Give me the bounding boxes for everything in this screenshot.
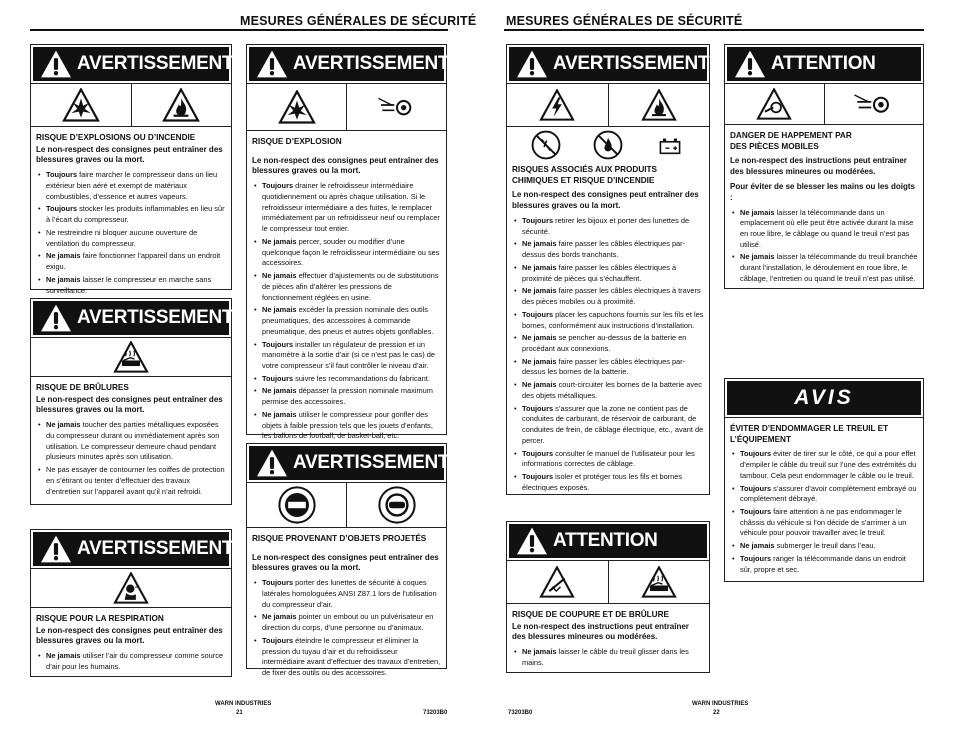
- list-item-keyword: Ne jamais: [740, 541, 775, 551]
- list-item-keyword: Toujours: [262, 578, 294, 588]
- list-item-keyword: Ne jamais: [522, 286, 557, 296]
- panel-warning-text: Le non-respect des instructions peut entraîner des blessures mineures ou modérées.: [512, 621, 689, 642]
- list-item-keyword: Toujours: [262, 181, 294, 191]
- hazard-icons: [31, 83, 231, 127]
- list-item: [46, 204, 226, 225]
- warning-triangle-icon: [39, 534, 73, 564]
- list-item-keyword: Toujours: [522, 448, 554, 458]
- list-item-keyword: Ne jamais: [740, 207, 775, 217]
- warning-banner: AVERTISSEMENT: [33, 532, 229, 566]
- list-item-keyword: Ne jamais: [522, 647, 557, 657]
- winch-drum-hand-icon: [853, 88, 895, 120]
- instruction-list: [730, 208, 918, 285]
- list-item-text: installer un régulateur de pression et un manomètre à la sortie d’air (si ce n’est pas le cas) de votre compresseur s’il faut contrôler le niveau d’air.: [262, 339, 435, 370]
- hazard-icons: [507, 83, 709, 127]
- warning-banner: AVERTISSEMENT: [249, 446, 444, 480]
- list-item-keyword: Toujours: [740, 483, 772, 493]
- right-page-header: MESURES GÉNÉRALES DE SÉCURITÉ: [506, 14, 743, 28]
- warning-triangle-icon: [39, 303, 73, 333]
- panel-title: RISQUE DE COUPURE ET DE BRÛLURE: [512, 610, 669, 619]
- list-item-text: retirer les bijoux et porter des lunettes de sécurité.: [522, 215, 690, 236]
- list-item-keyword: Ne jamais: [46, 274, 81, 284]
- list-item-keyword: Ne jamais: [740, 252, 775, 262]
- breathing-hazard-icon: [113, 572, 149, 604]
- list-item-text: dépasser la pression nominale maximum permise des accessoires.: [262, 386, 433, 407]
- list-item-text: consulter le manuel de l’utilisateur pour les informations correctes de câblage.: [522, 448, 695, 469]
- list-item: [46, 275, 226, 296]
- notice-banner: AVIS: [727, 381, 921, 415]
- list-item-text: porter des lunettes de sécurité à coques latérales homologuées ANSI Z87.1 lors de l’utilisation du compresseur d’air.: [262, 578, 437, 609]
- list-item-keyword: Ne jamais: [522, 262, 557, 272]
- instruction-list: [252, 578, 441, 679]
- list-item: [262, 636, 441, 679]
- panel-title: RISQUE D’EXPLOSION: [252, 137, 342, 146]
- warning-banner: AVERTISSEMENT: [33, 47, 229, 81]
- list-item-keyword: Ne jamais: [522, 333, 557, 343]
- hazard-icons: [247, 482, 446, 528]
- warning-banner: AVERTISSEMENT: [33, 301, 229, 335]
- hazard-icons: [31, 568, 231, 608]
- list-item-text: court-circuiter les bornes de la batterie avec des objets métalliques.: [522, 380, 702, 400]
- list-item-text: toucher des parties métalliques exposées du compresseur durant ou immédiatement après son utilisation. Le compresseur demeure chaud pendant plusieurs minutes après son utilisation.: [46, 420, 220, 462]
- list-item-text: excéder la pression nominale des outils pneumatiques, des accessoires à commande pneumatique, des pneus et autres objets gonflables.: [262, 305, 434, 336]
- warning-banner: AVERTISSEMENT: [249, 47, 444, 81]
- instruction-list: [512, 647, 704, 668]
- instruction-list: [36, 420, 226, 497]
- list-item-keyword: Ne jamais: [262, 386, 297, 396]
- list-item-keyword: Ne jamais: [46, 420, 81, 430]
- list-item: [740, 252, 918, 284]
- list-item-keyword: Ne jamais: [46, 251, 81, 261]
- explosion-hazard-icon: [278, 90, 316, 124]
- list-item-keyword: Ne jamais: [262, 612, 297, 622]
- warning-triangle-icon: [733, 49, 767, 79]
- list-item-keyword: Ne jamais: [522, 239, 557, 249]
- list-item-text: ranger la télécommande dans un endroit sûr, propre et sec.: [740, 553, 906, 574]
- list-item: [46, 420, 226, 463]
- hazard-icons: [725, 83, 923, 125]
- list-item: [740, 208, 918, 251]
- instruction-list: [730, 449, 918, 575]
- list-item: [262, 271, 441, 303]
- face-mask-icon: [277, 485, 317, 525]
- list-item: [522, 216, 704, 237]
- list-item: [740, 541, 918, 552]
- panel-title: RISQUE POUR LA RESPIRATION: [36, 614, 164, 623]
- list-item-keyword: Toujours: [522, 215, 554, 225]
- left-page-header: MESURES GÉNÉRALES DE SÉCURITÉ: [240, 14, 477, 28]
- list-item: [262, 237, 441, 269]
- list-item-text: éviter de tirer sur le côté, ce qui a pour effet d’empiler le câble du treuil sur l’une des extrémités du tambour. Cela peut endommager le câble ou le treuil.: [740, 449, 917, 480]
- list-item-text: drainer le refroidisseur intermédiaire quotidiennement ou après chaque utilisation. Si le refroidisseur intermédiaire a des fuites, le remplacer immédiatement par un refroidisseur neuf ou remplacer le compresseur tout entier.: [262, 181, 440, 234]
- list-item-text: se pencher au-dessus de la batterie en procédant aux connexions.: [522, 333, 687, 353]
- panel-warning-subtext: Pour éviter de se blesser les mains ou les doigts :: [730, 181, 915, 202]
- list-item-text: suivre les recommandations du fabricant.: [293, 373, 430, 383]
- list-item-keyword: Toujours: [740, 506, 772, 516]
- list-item: [262, 612, 441, 633]
- list-item-text: s’assurer d’avoir complètement embrayé ou complètement débrayé.: [740, 483, 917, 504]
- list-item-keyword: Ne jamais: [522, 380, 557, 390]
- instruction-list: [36, 651, 226, 672]
- left-header-rule: [30, 29, 448, 31]
- cut-hazard-icon: [539, 566, 575, 598]
- left-footer-doc-code: 73203B0: [423, 710, 448, 716]
- list-item-keyword: Toujours: [740, 449, 772, 459]
- list-item-keyword: Toujours: [262, 339, 294, 349]
- list-item-text: faire marcher le compresseur dans un lieu extérieur bien aéré et exempt de matériaux combustibles, d’essence et autres vapeurs.: [46, 170, 218, 201]
- list-item: [740, 507, 918, 539]
- list-item-text: faire passer les câbles électriques par-dessus des bords tranchants.: [522, 239, 686, 260]
- warning-panel-burns: [30, 298, 232, 505]
- list-item-text: laisser le compresseur en marche sans surveillance.: [46, 274, 212, 295]
- list-item-keyword: Ne jamais: [262, 305, 297, 315]
- list-item-text: faire passer les câbles électriques à proximité de pièces qui s’échauffent.: [522, 262, 677, 283]
- shock-hazard-icon: [539, 89, 575, 121]
- pinch-hazard-icon: [756, 88, 792, 120]
- left-footer-page-number: 21: [236, 710, 243, 716]
- right-footer-page-number: 22: [713, 710, 720, 716]
- notice-panel-equipment: [724, 378, 924, 582]
- list-item-text: laisser la télécommande dans un emplacement où elle peut être activée durant la mise en roue libre, le câblage ou quand le treuil n’est pas utilisé.: [740, 207, 914, 249]
- list-item-text: isoler et protéger tous les fils et bornes électriques exposés.: [522, 472, 683, 492]
- list-item: [46, 251, 226, 272]
- panel-title: DANGER DE HAPPEMENT PAR DES PIÈCES MOBILES: [730, 131, 852, 151]
- panel-warning-text: Le non-respect des consignes peut entraîner des blessures graves ou la mort.: [512, 190, 699, 211]
- panel-warning-text: Le non-respect des consignes peut entraîner des blessures graves ou la mort.: [252, 552, 439, 573]
- list-item-text: percer, souder ou modifier d’une quelconque façon le refroidisseur intermédiaire ou ses accessoires.: [262, 236, 440, 268]
- left-footer-company: WARN INDUSTRIES: [215, 701, 272, 707]
- panel-title: ÉVITER D’ENDOMMAGER LE TREUIL ET L’ÉQUIPEMENT: [730, 424, 889, 444]
- warning-panel-projected-objects: [246, 443, 450, 678]
- caution-banner: ATTENTION: [509, 524, 707, 558]
- panel-warning-text: Le non-respect des instructions peut entraîner des blessures mineures ou modérées.: [730, 156, 907, 177]
- prohibition-icons: [507, 127, 709, 165]
- list-item-text: laisser la télécommande du treuil branchée durant l’installation, le déroulement en roue libre, le câblage, l’entretien ou quand le treuil n’est pas utilisé.: [740, 252, 918, 283]
- list-item-text: utiliser le compresseur pour gonfler des objets à faible pression tels que les jouets d’enfants, les ballons de football, de basket-ball, etc.: [262, 409, 433, 441]
- list-item-text: stocker les produits inflammables en lieu sûr à l’écart du compresseur.: [46, 204, 225, 225]
- fire-hazard-icon: [162, 88, 200, 122]
- list-item-keyword: Toujours: [46, 170, 78, 180]
- panel-title: RISQUE PROVENANT D’OBJETS PROJETÉS: [252, 534, 427, 543]
- list-item-text: éteindre le compresseur et éliminer la pression du tuyau d’air et du refroidisseur intermédiaire avant d’effectuer des travaux d’entretien, de fixer des outils ou des accessoires.: [262, 635, 441, 678]
- warning-triangle-icon: [255, 448, 289, 478]
- list-item: [46, 465, 226, 497]
- list-item: [46, 170, 226, 202]
- warning-panel-breathing: [30, 529, 232, 677]
- list-item: [522, 357, 704, 378]
- list-item-text: faire attention à ne pas endommager le châssis du véhicule si l’on décide de s’arrimer à un véhicule pour pouvoir travailler avec le treuil.: [740, 506, 907, 538]
- list-item-text: s’assurer que la zone ne contient pas de conduites de carburant, de réservoir de carburant, de conduites de frein, de câblage électrique, etc., avant de percer.: [522, 403, 704, 445]
- warning-triangle-icon: [255, 49, 289, 79]
- list-item: [740, 484, 918, 505]
- instruction-list: [252, 181, 441, 442]
- caution-panel-moving-parts: [724, 44, 924, 289]
- list-item-keyword: Toujours: [262, 635, 294, 645]
- list-item-keyword: Toujours: [522, 403, 554, 413]
- right-footer-company: WARN INDUSTRIES: [692, 701, 749, 707]
- hot-surface-hazard-icon: [113, 341, 149, 373]
- list-item: [522, 310, 704, 331]
- panel-title: RISQUE DE BRÛLURES: [36, 383, 129, 392]
- list-item-keyword: Ne jamais: [262, 236, 297, 246]
- list-item-text: utiliser l’air du compresseur comme source d’air pour les humains.: [46, 651, 224, 671]
- right-footer-doc-code: 73203B0: [508, 710, 533, 716]
- list-item: [522, 239, 704, 260]
- list-item: [262, 181, 441, 235]
- list-item-keyword: Ne jamais: [262, 271, 297, 281]
- list-item: [522, 449, 704, 470]
- list-item-text: placer les capuchons fournis sur les fils et les bornes, conformément aux instructions d’installation.: [522, 309, 704, 330]
- list-item-keyword: Ne jamais: [46, 651, 81, 661]
- panel-warning-text: Le non-respect des consignes peut entraîner des blessures graves ou la mort.: [36, 144, 223, 165]
- list-item-keyword: Toujours: [522, 309, 554, 319]
- list-item: [262, 386, 441, 407]
- list-item-text: faire passer les câbles électriques par-dessus les bornes de la batterie.: [522, 356, 686, 377]
- caution-banner: ATTENTION: [727, 47, 921, 81]
- caution-panel-cut-burn: [506, 521, 710, 673]
- list-item-keyword: Toujours: [262, 373, 294, 383]
- list-item: [522, 333, 704, 354]
- hot-surface-hazard-icon: [641, 566, 677, 598]
- panel-warning-text: Le non-respect des consignes peut entraîner des blessures graves ou la mort.: [36, 394, 223, 415]
- list-item-text: faire fonctionner l’appareil dans un endroit exigu.: [46, 251, 221, 272]
- list-item: [262, 374, 441, 385]
- panel-warning-text: Le non-respect des consignes peut entraîner des blessures graves ou la mort.: [36, 625, 223, 646]
- no-spark-icon: [530, 129, 562, 161]
- list-item-text: pointer un embout ou un pulvérisateur en direction du corps, d’une personne ou d’animaux.: [262, 612, 434, 633]
- list-item: [46, 228, 226, 249]
- hazard-icons: [507, 560, 709, 604]
- list-item: [522, 647, 704, 668]
- hazard-icons: [31, 337, 231, 377]
- warning-panel-chemicals-fire: [506, 44, 710, 495]
- list-item: [262, 410, 441, 442]
- list-item-text: submerger le treuil dans l’eau.: [774, 541, 876, 551]
- list-item-text: effectuer d’ajustements ou de substitutions de pièces afin d’altérer les pressions de fonctionnement réglées en usine.: [262, 271, 439, 302]
- panel-title: RISQUES ASSOCIÉS AUX PRODUITS CHIMIQUES ET RISQUE D’INCENDIE: [512, 165, 657, 185]
- list-item-keyword: Toujours: [522, 472, 554, 482]
- warning-panel-explosion: [246, 44, 450, 441]
- no-flame-icon: [592, 129, 624, 161]
- list-item: [262, 578, 441, 610]
- list-item: [262, 340, 441, 372]
- warning-triangle-icon: [515, 49, 549, 79]
- panel-warning-text: Le non-respect des consignes peut entraîner des blessures graves ou la mort.: [252, 155, 439, 176]
- list-item: [740, 554, 918, 575]
- warning-triangle-icon: [515, 526, 549, 556]
- fire-hazard-icon: [641, 89, 677, 121]
- right-header-rule: [504, 29, 924, 31]
- warning-banner: AVERTISSEMENT: [509, 47, 707, 81]
- list-item-text: Ne restreindre ni bloquer aucune ouverture de ventilation du compresseur.: [46, 227, 198, 248]
- hazard-icons: [247, 83, 446, 131]
- list-item-text: laisser le câble du treuil glisser dans les mains.: [522, 647, 689, 667]
- warning-panel-explosion-fire: [30, 44, 234, 295]
- warning-triangle-icon: [39, 49, 73, 79]
- safety-goggles-icon: [377, 485, 417, 525]
- list-item: [522, 380, 704, 401]
- battery-icon: [654, 129, 686, 161]
- list-item: [262, 305, 441, 337]
- list-item-text: faire passer les câbles électriques à travers des pièces mobiles ou à proximité.: [522, 286, 701, 307]
- list-item-keyword: Ne jamais: [522, 356, 557, 366]
- list-item-keyword: Ne jamais: [262, 409, 297, 419]
- instruction-list: [512, 216, 704, 494]
- list-item: [740, 449, 918, 481]
- list-item: [522, 263, 704, 284]
- list-item: [522, 472, 704, 493]
- list-item: [46, 651, 226, 672]
- panel-title: RISQUE D’EXPLOSIONS OU D’INCENDIE: [36, 133, 196, 142]
- list-item-text: Ne pas essayer de contourner les coiffes de protection en s’étirant ou tenter d’effectuer des travaux d’entretien sur l’appareil avant qu’il n’ait refroidi.: [46, 465, 225, 496]
- list-item: [522, 286, 704, 307]
- list-item-keyword: Toujours: [740, 553, 772, 563]
- pressure-gauge-icon: [377, 90, 417, 124]
- list-item-keyword: Toujours: [46, 204, 78, 214]
- explosion-hazard-icon: [62, 88, 100, 122]
- list-item: [522, 404, 704, 447]
